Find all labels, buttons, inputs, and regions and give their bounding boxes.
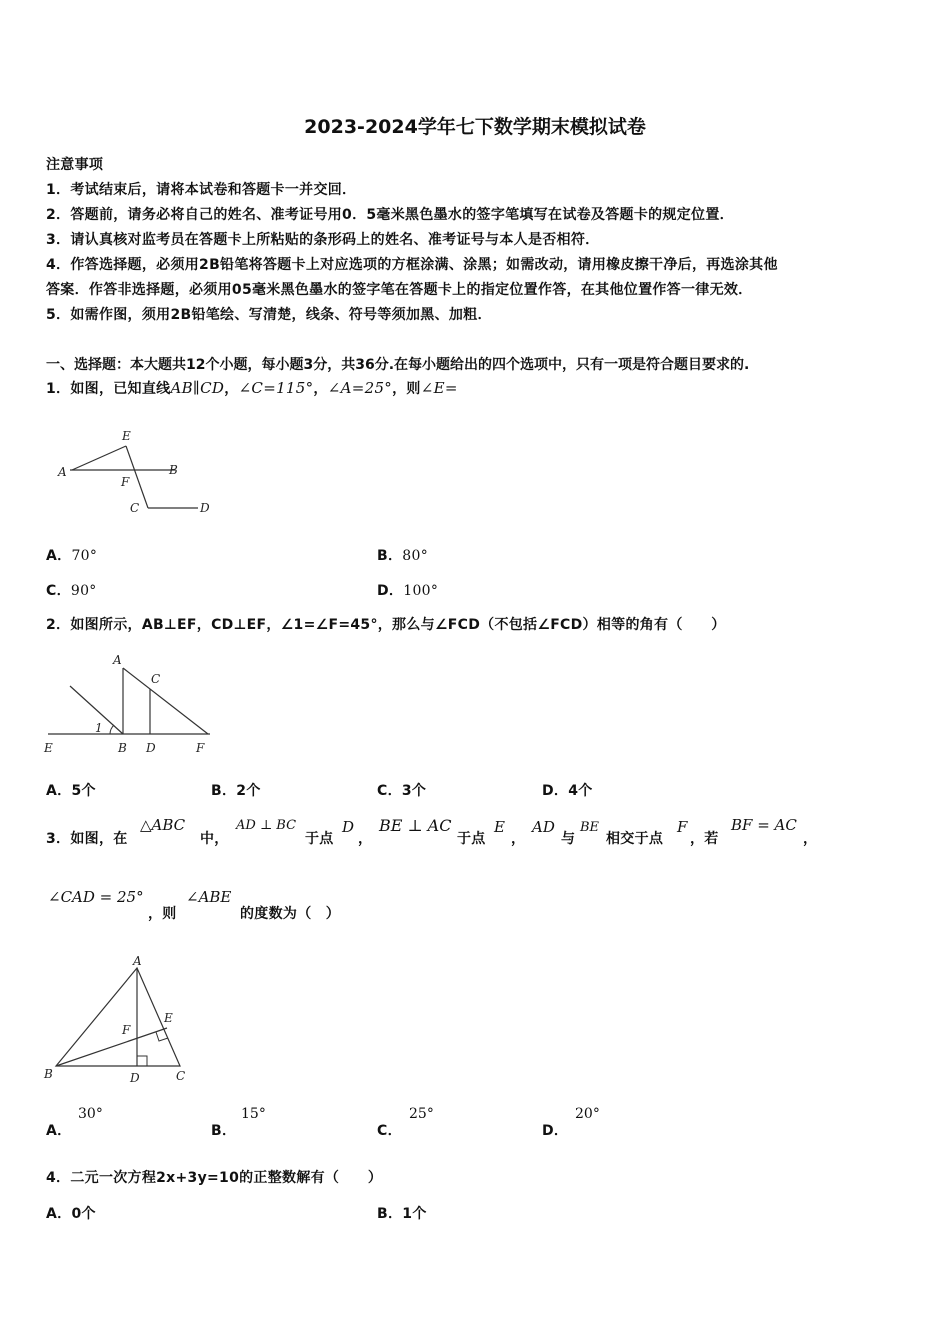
label-e: E xyxy=(164,1011,173,1025)
label-b: B xyxy=(118,741,127,755)
q3-option-d-value: 20° xyxy=(575,1106,600,1122)
q3-option-c-letter[interactable]: C． xyxy=(377,1123,402,1139)
notice-item: 3．请认真核对监考员在答题卡上所粘贴的条形码上的姓名、准考证号与本人是否相符． xyxy=(46,232,600,248)
q3-math-be: BE xyxy=(580,820,600,835)
notice-item: 1．考试结束后，请将本试卷和答题卡一并交回． xyxy=(46,182,357,198)
q3-text-2: 中， xyxy=(200,831,229,847)
question-3-figure xyxy=(40,950,200,1090)
label-c: C xyxy=(151,672,161,686)
q3-math-triangle: △ABC xyxy=(140,816,186,834)
question-4-stem: 4．二元一次方程2x+3y=10的正整数解有（ ） xyxy=(46,1170,383,1186)
q3-text-8: 相交于点 xyxy=(606,831,664,847)
q3-text-10: ， xyxy=(803,831,818,847)
line-af xyxy=(123,668,208,734)
q3-text-12: 的度数为（ ） xyxy=(240,906,341,922)
q2-option-d[interactable]: D．4个 xyxy=(542,783,593,799)
q3-text-7: 与 xyxy=(561,831,576,847)
label-a: A xyxy=(133,954,142,968)
notice-item: 2．答题前，请务必将自己的姓名、准考证号用0．5毫米黑色墨水的签字笔填写在试卷及答题卡的规定位置． xyxy=(46,207,734,223)
q3-option-c-value: 25° xyxy=(409,1106,434,1122)
q1-option-d[interactable]: D．100° xyxy=(377,583,439,599)
label-c: C xyxy=(130,501,140,515)
q3-option-a-value: 30° xyxy=(78,1106,103,1122)
q3-text-11: ，则 xyxy=(148,906,177,922)
label-b: B xyxy=(44,1067,53,1081)
label-a: A xyxy=(58,465,67,479)
label-a: A xyxy=(113,653,122,667)
q3-text-3: 于点 xyxy=(305,831,334,847)
label-e: E xyxy=(44,741,53,755)
section-heading: 一、选择题：本大题共12个小题，每小题3分，共36分.在每小题给出的四个选项中，只有一项是符合题目要求的. xyxy=(46,357,750,373)
q3-math-e: E xyxy=(494,818,505,836)
line-ae xyxy=(72,446,126,470)
line-be xyxy=(56,1028,167,1066)
question-1-figure xyxy=(50,420,230,530)
q3-math-be-perp: BE ⊥ AC xyxy=(379,816,452,835)
label-f: F xyxy=(196,741,205,755)
q3-math-ad: AD xyxy=(532,818,555,836)
q3-text-9: ，若 xyxy=(690,831,719,847)
q3-text-6: ， xyxy=(511,831,526,847)
q3-text-1: 3．如图，在 xyxy=(46,831,128,847)
q1-option-b[interactable]: B．80° xyxy=(377,548,428,564)
label-f: F xyxy=(122,1023,131,1037)
question-2-stem: 2．如图所示，AB⊥EF，CD⊥EF，∠1=∠F=45°，那么与∠FCD（不包括∠FCD）相等的角有（ ） xyxy=(46,617,726,633)
q3-math-bf-eq-ac: BF = AC xyxy=(731,816,797,834)
label-b: B xyxy=(169,463,178,477)
label-c: C xyxy=(176,1069,186,1083)
angle-1-arc xyxy=(110,725,114,734)
q3-option-a-letter[interactable]: A． xyxy=(46,1123,72,1139)
q3-text-5: 于点 xyxy=(457,831,486,847)
label-d: D xyxy=(146,741,156,755)
q3-option-b-letter[interactable]: B． xyxy=(211,1123,237,1139)
q3-math-abe: ∠ABE xyxy=(186,888,232,906)
q1-option-c[interactable]: C．90° xyxy=(46,583,97,599)
triangle-abc xyxy=(56,968,180,1066)
q2-option-b[interactable]: B．2个 xyxy=(211,783,261,799)
q3-math-f: F xyxy=(677,818,688,836)
q2-option-c[interactable]: C．3个 xyxy=(377,783,427,799)
q3-option-b-value: 15° xyxy=(241,1106,266,1122)
label-f: F xyxy=(121,475,130,489)
q3-math-ad-perp: AD ⊥ BC xyxy=(236,818,297,833)
q4-option-a[interactable]: A．0个 xyxy=(46,1206,96,1222)
q3-option-d-letter[interactable]: D． xyxy=(542,1123,569,1139)
q1-option-a[interactable]: A．70° xyxy=(46,548,98,564)
notice-item: 答案．作答非选择题，必须用05毫米黑色墨水的签字笔在答题卡上的指定位置作答，在其他位置作答一律无效． xyxy=(46,282,753,298)
q3-text-4: ， xyxy=(358,831,373,847)
q2-option-a[interactable]: A．5个 xyxy=(46,783,96,799)
question-1-stem: 1．如图，已知直线AB∥CD，∠C=115°，∠A=25°，则∠E= xyxy=(46,379,458,397)
label-d: D xyxy=(200,501,210,515)
question-2-figure xyxy=(40,648,230,760)
notice-item: 4．作答选择题，必须用2B铅笔将答题卡上对应选项的方框涂满、涂黑；如需改动，请用橡皮擦干净后，再选涂其他 xyxy=(46,257,778,273)
q4-option-b[interactable]: B．1个 xyxy=(377,1206,427,1222)
q3-math-d: D xyxy=(342,818,355,836)
q3-math-cad: ∠CAD = 25° xyxy=(48,888,144,906)
label-e: E xyxy=(122,429,131,443)
right-angle-d xyxy=(137,1056,147,1066)
page-title: 2023-2024学年七下数学期末模拟试卷 xyxy=(304,116,646,138)
label-d: D xyxy=(130,1071,140,1085)
label-1: 1 xyxy=(95,721,103,735)
notice-heading: 注意事项 xyxy=(46,157,104,173)
notice-item: 5．如需作图，须用2B铅笔绘、写清楚，线条、符号等须加黑、加粗． xyxy=(46,307,492,323)
